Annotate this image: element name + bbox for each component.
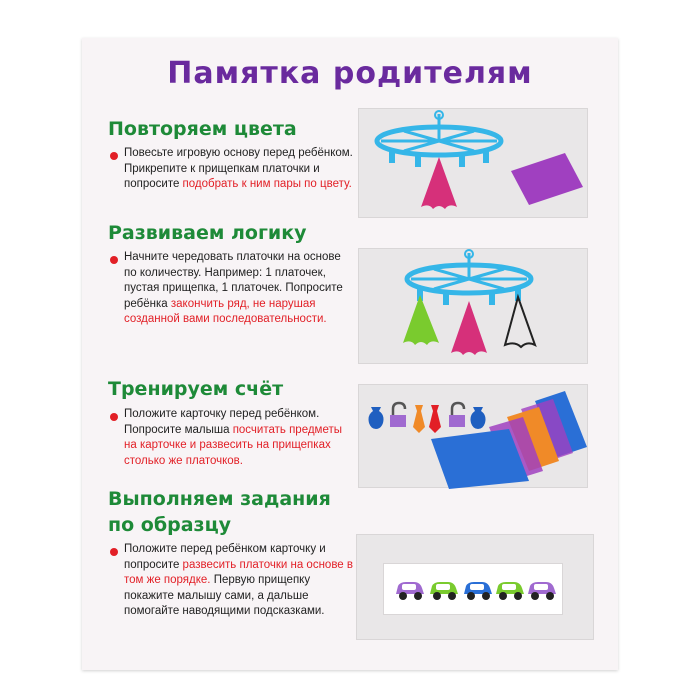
illustration-colors (358, 108, 588, 218)
section-text-counting (124, 407, 356, 469)
car-icon (528, 582, 556, 600)
text-highlight: закончить ряд, не нарушая созданной вами последовательности. (124, 297, 327, 325)
bullet-icon (110, 256, 118, 264)
car-icon (496, 582, 524, 600)
section-text-logic (124, 250, 356, 328)
section-text-colors (124, 146, 356, 193)
vase-icon (471, 407, 486, 429)
hanger-icon (407, 250, 531, 305)
car-icon (464, 582, 492, 600)
bullet-icon (110, 548, 118, 556)
lock-icon (390, 403, 406, 427)
text-plain: Начните чередовать платочки на основе по количеству. Например: 1 платочек, пустая прищепка, 1 платочек. Попросите ребёнка (124, 251, 343, 310)
bullet-icon (110, 152, 118, 160)
tie-icon (429, 405, 441, 433)
illustration-pattern (356, 534, 594, 640)
instruction-card (82, 38, 618, 670)
lock-icon (449, 403, 465, 427)
section-heading-logic: Развиваем логику (108, 222, 307, 244)
handkerchief-icon (505, 297, 535, 347)
text-highlight: развесить платочки на основе в том же порядке. (124, 558, 354, 586)
text-plain: Положите перед ребёнком карточку и попросите (124, 543, 326, 571)
handkerchief-icon (403, 295, 439, 345)
section-heading-colors: Повторяем цвета (108, 118, 297, 140)
bullet-icon (110, 413, 118, 421)
text-highlight: посчитать предметы на карточке и развесить на прищепках столько же платочков. (124, 423, 343, 467)
handkerchief-icon (511, 153, 583, 205)
section-heading-pattern (108, 486, 331, 538)
section-heading-line: Выполняем задания (108, 488, 331, 510)
section-heading-counting: Тренируем счёт (108, 378, 284, 400)
illustration-logic (358, 248, 588, 364)
section-heading-line: по образцу (108, 514, 232, 536)
pattern-card (383, 563, 563, 615)
car-icon (430, 582, 458, 600)
text-highlight: подобрать к ним пары по цвету. (182, 178, 352, 190)
illustration-counting (358, 384, 588, 488)
page-title: Памятка родителям (167, 56, 533, 91)
tie-icon (413, 405, 425, 433)
text-plain: Положите карточку перед ребёнком. Попросите малыша (124, 408, 320, 436)
handkerchief-icon (451, 301, 487, 355)
handkerchief-icon (421, 157, 457, 209)
section-text-pattern (124, 542, 356, 620)
text-plain: Первую прищепку покажите малышу сами, а дальше помогайте наводящими подсказками. (124, 574, 325, 617)
text-plain: Повесьте игровую основу перед ребёнком. Прикрепите к прищепкам платочки и попросите (124, 147, 353, 190)
car-icon (396, 582, 424, 600)
vase-icon (369, 407, 384, 429)
